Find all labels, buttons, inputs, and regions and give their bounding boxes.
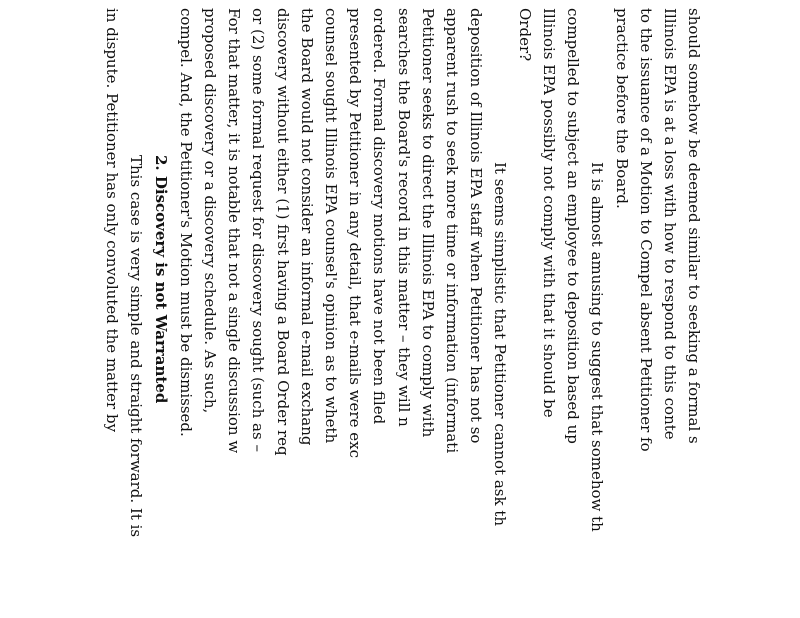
text-line: counsel sought Illinois EPA counsel's opinion as to wheth <box>322 8 340 444</box>
text-line: ordered. Formal discovery motions have not been filed <box>370 8 388 425</box>
text-line: discovery without either (1) first having a Board Order req <box>274 8 292 456</box>
text-line: in dispute. Petitioner has only convoluted the matter by <box>103 8 121 433</box>
text-line: should somehow be deemed similar to seeking a formal s <box>685 8 703 444</box>
text-line: compel. And, the Petitioner's Motion must be dismissed. <box>177 8 195 437</box>
text-line: deposition of Illinois EPA staff when Petitioner has not so <box>467 8 485 444</box>
text-line: or (2) some formal request for discovery sought (such as – <box>249 8 267 452</box>
text-line: practice before the Board. <box>613 8 631 209</box>
text-line: presented by Petitioner in any detail, that e-mails were exc <box>346 8 364 458</box>
text-line: This case is very simple and straight forward. It is <box>127 155 145 538</box>
text-line: Illinois EPA possibly not comply with that it should be <box>540 8 558 418</box>
text-line: searches the Board's record in this matter – they will n <box>395 8 413 427</box>
text-line: Petitioner seeks to direct the Illinois EPA to comply with <box>419 8 437 438</box>
text-line: apparent rush to seek more time or information (informati <box>443 8 461 454</box>
text-line: proposed discovery or a discovery schedule. As such, <box>201 8 219 414</box>
text-line: Order? <box>516 8 534 62</box>
section-heading: 2. Discovery is not Warranted <box>152 155 170 404</box>
text-line: It seems simplistic that Petitioner cannot ask th <box>491 162 509 527</box>
text-line: Illinois EPA is at a loss with how to respond to this conte <box>661 8 679 440</box>
text-line: to the issuance of a Motion to Compel absent Petitioner fo <box>637 8 655 452</box>
text-line: compelled to subject an employee to deposition based up <box>564 8 582 444</box>
text-line: For that matter, it is notable that not a single discussion w <box>225 8 243 454</box>
text-line: It is almost amusing to suggest that somehow th <box>588 162 606 532</box>
text-line: the Board would not consider an informal e-mail exchang <box>298 8 316 446</box>
